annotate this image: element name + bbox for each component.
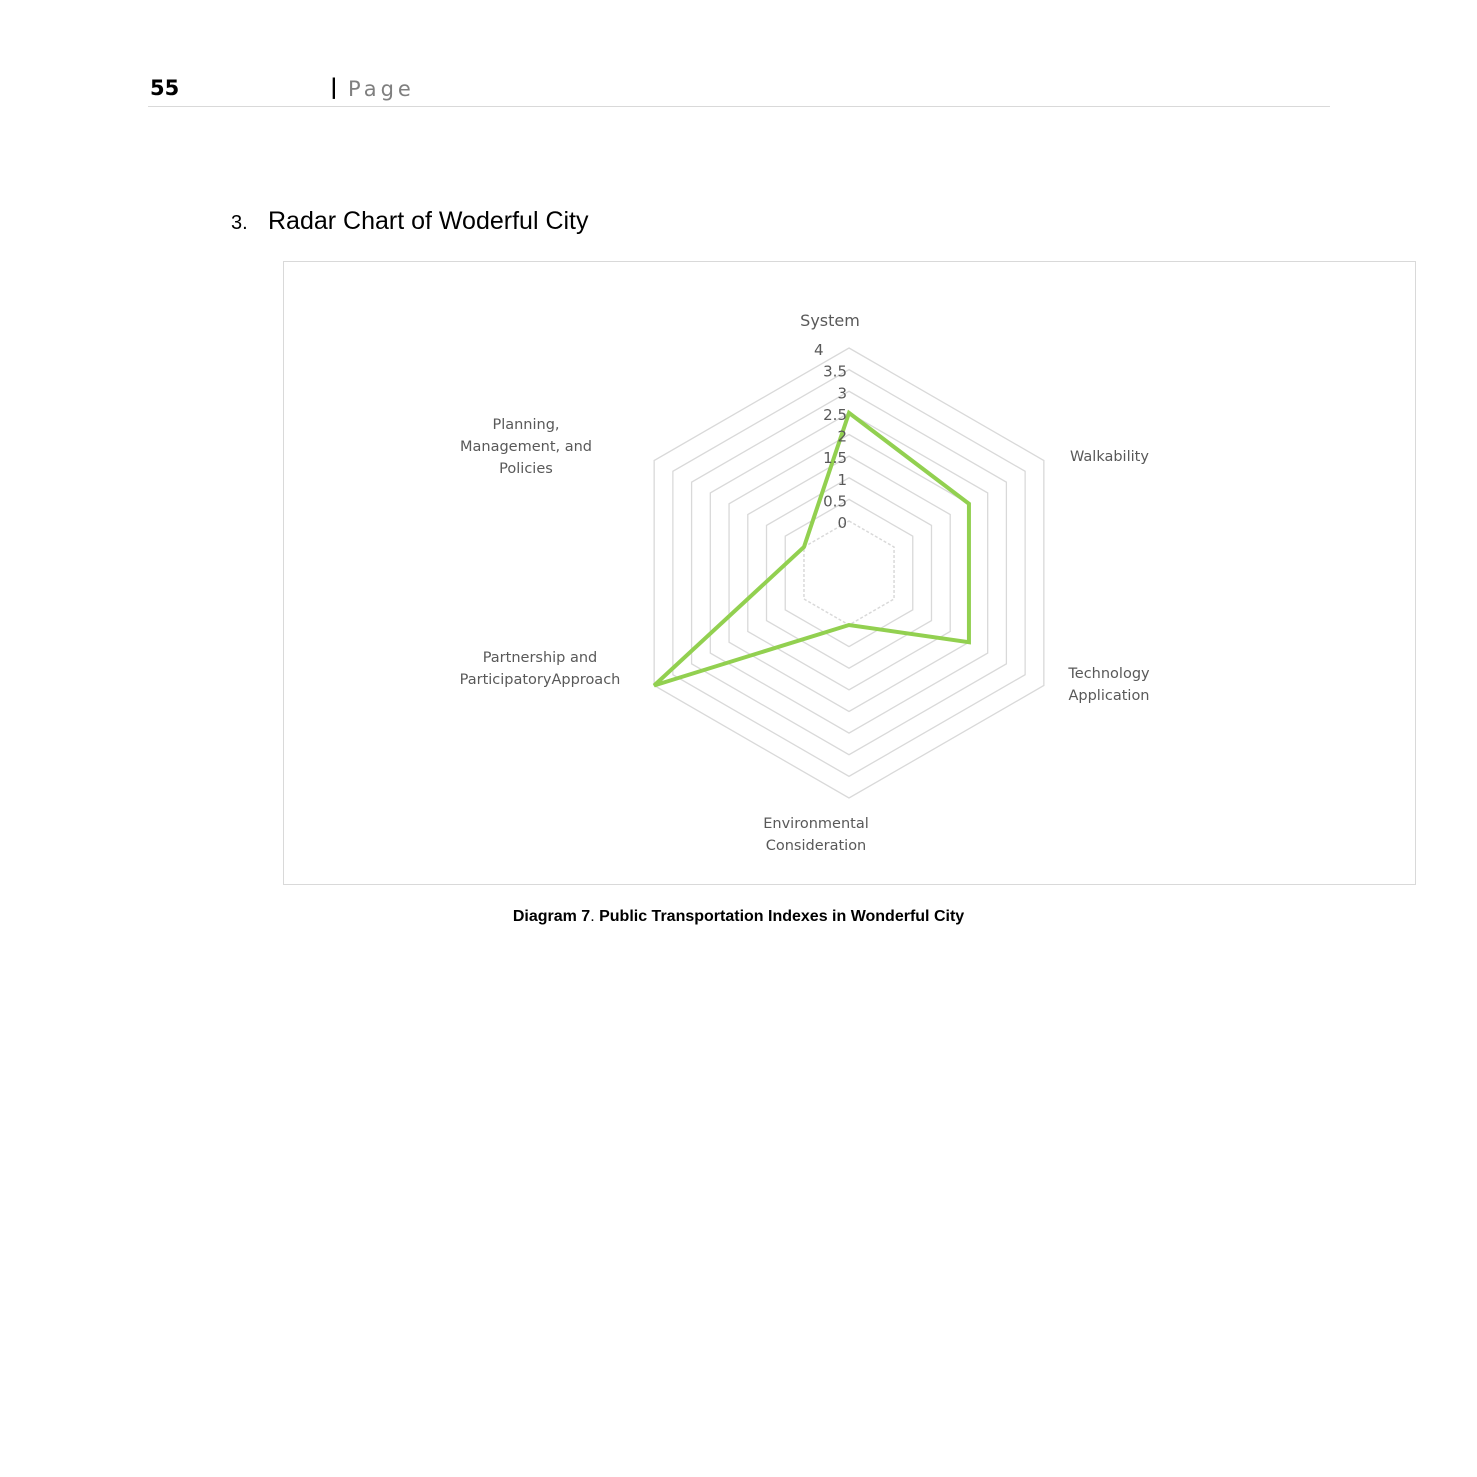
axis-label: Environmental — [763, 816, 869, 832]
caption-separator: . — [590, 908, 595, 925]
axis-label: Consideration — [765, 838, 867, 854]
axis-label: Policies — [499, 461, 553, 477]
axis-label: Application — [1068, 688, 1150, 704]
figure-caption — [0, 908, 1477, 926]
grid-ring — [804, 521, 894, 625]
tick-label: 3.5 — [823, 362, 847, 381]
tick-label: 0 — [837, 514, 847, 532]
grid-ring — [673, 370, 1025, 777]
caption-text: Public Transportation Indexes in Wonderful City — [599, 908, 965, 925]
axis-label: Walkability — [1070, 449, 1149, 465]
series-line — [654, 413, 969, 686]
page-number: 55 — [150, 76, 180, 100]
tick-label: 0.5 — [823, 492, 847, 511]
grid-ring — [767, 478, 932, 669]
tick-label: 1 — [837, 470, 847, 489]
axis-label: Management, and — [459, 439, 593, 455]
axis-label: System — [800, 311, 860, 330]
grid-ring — [710, 413, 987, 733]
axis-label: Technology — [1068, 666, 1150, 682]
tick-label: 3 — [837, 384, 847, 403]
radar-series — [654, 413, 969, 686]
tick-label: 1.5 — [823, 449, 847, 468]
axis-label: ParticipatoryApproach — [459, 672, 621, 688]
axis-label: Partnership and — [482, 650, 598, 666]
section-title: Radar Chart of Woderful City — [268, 207, 589, 235]
page-label: Page — [348, 77, 415, 101]
page-separator: | — [330, 75, 338, 99]
tick-label: 2.5 — [823, 405, 847, 424]
axis-label: Planning, — [492, 417, 560, 433]
tick-label: 2 — [837, 427, 847, 446]
section-number: 3. — [231, 212, 248, 234]
grid-ring — [692, 391, 1007, 755]
tick-label: 4 — [814, 341, 824, 359]
caption-label: Diagram 7 — [512, 908, 591, 925]
